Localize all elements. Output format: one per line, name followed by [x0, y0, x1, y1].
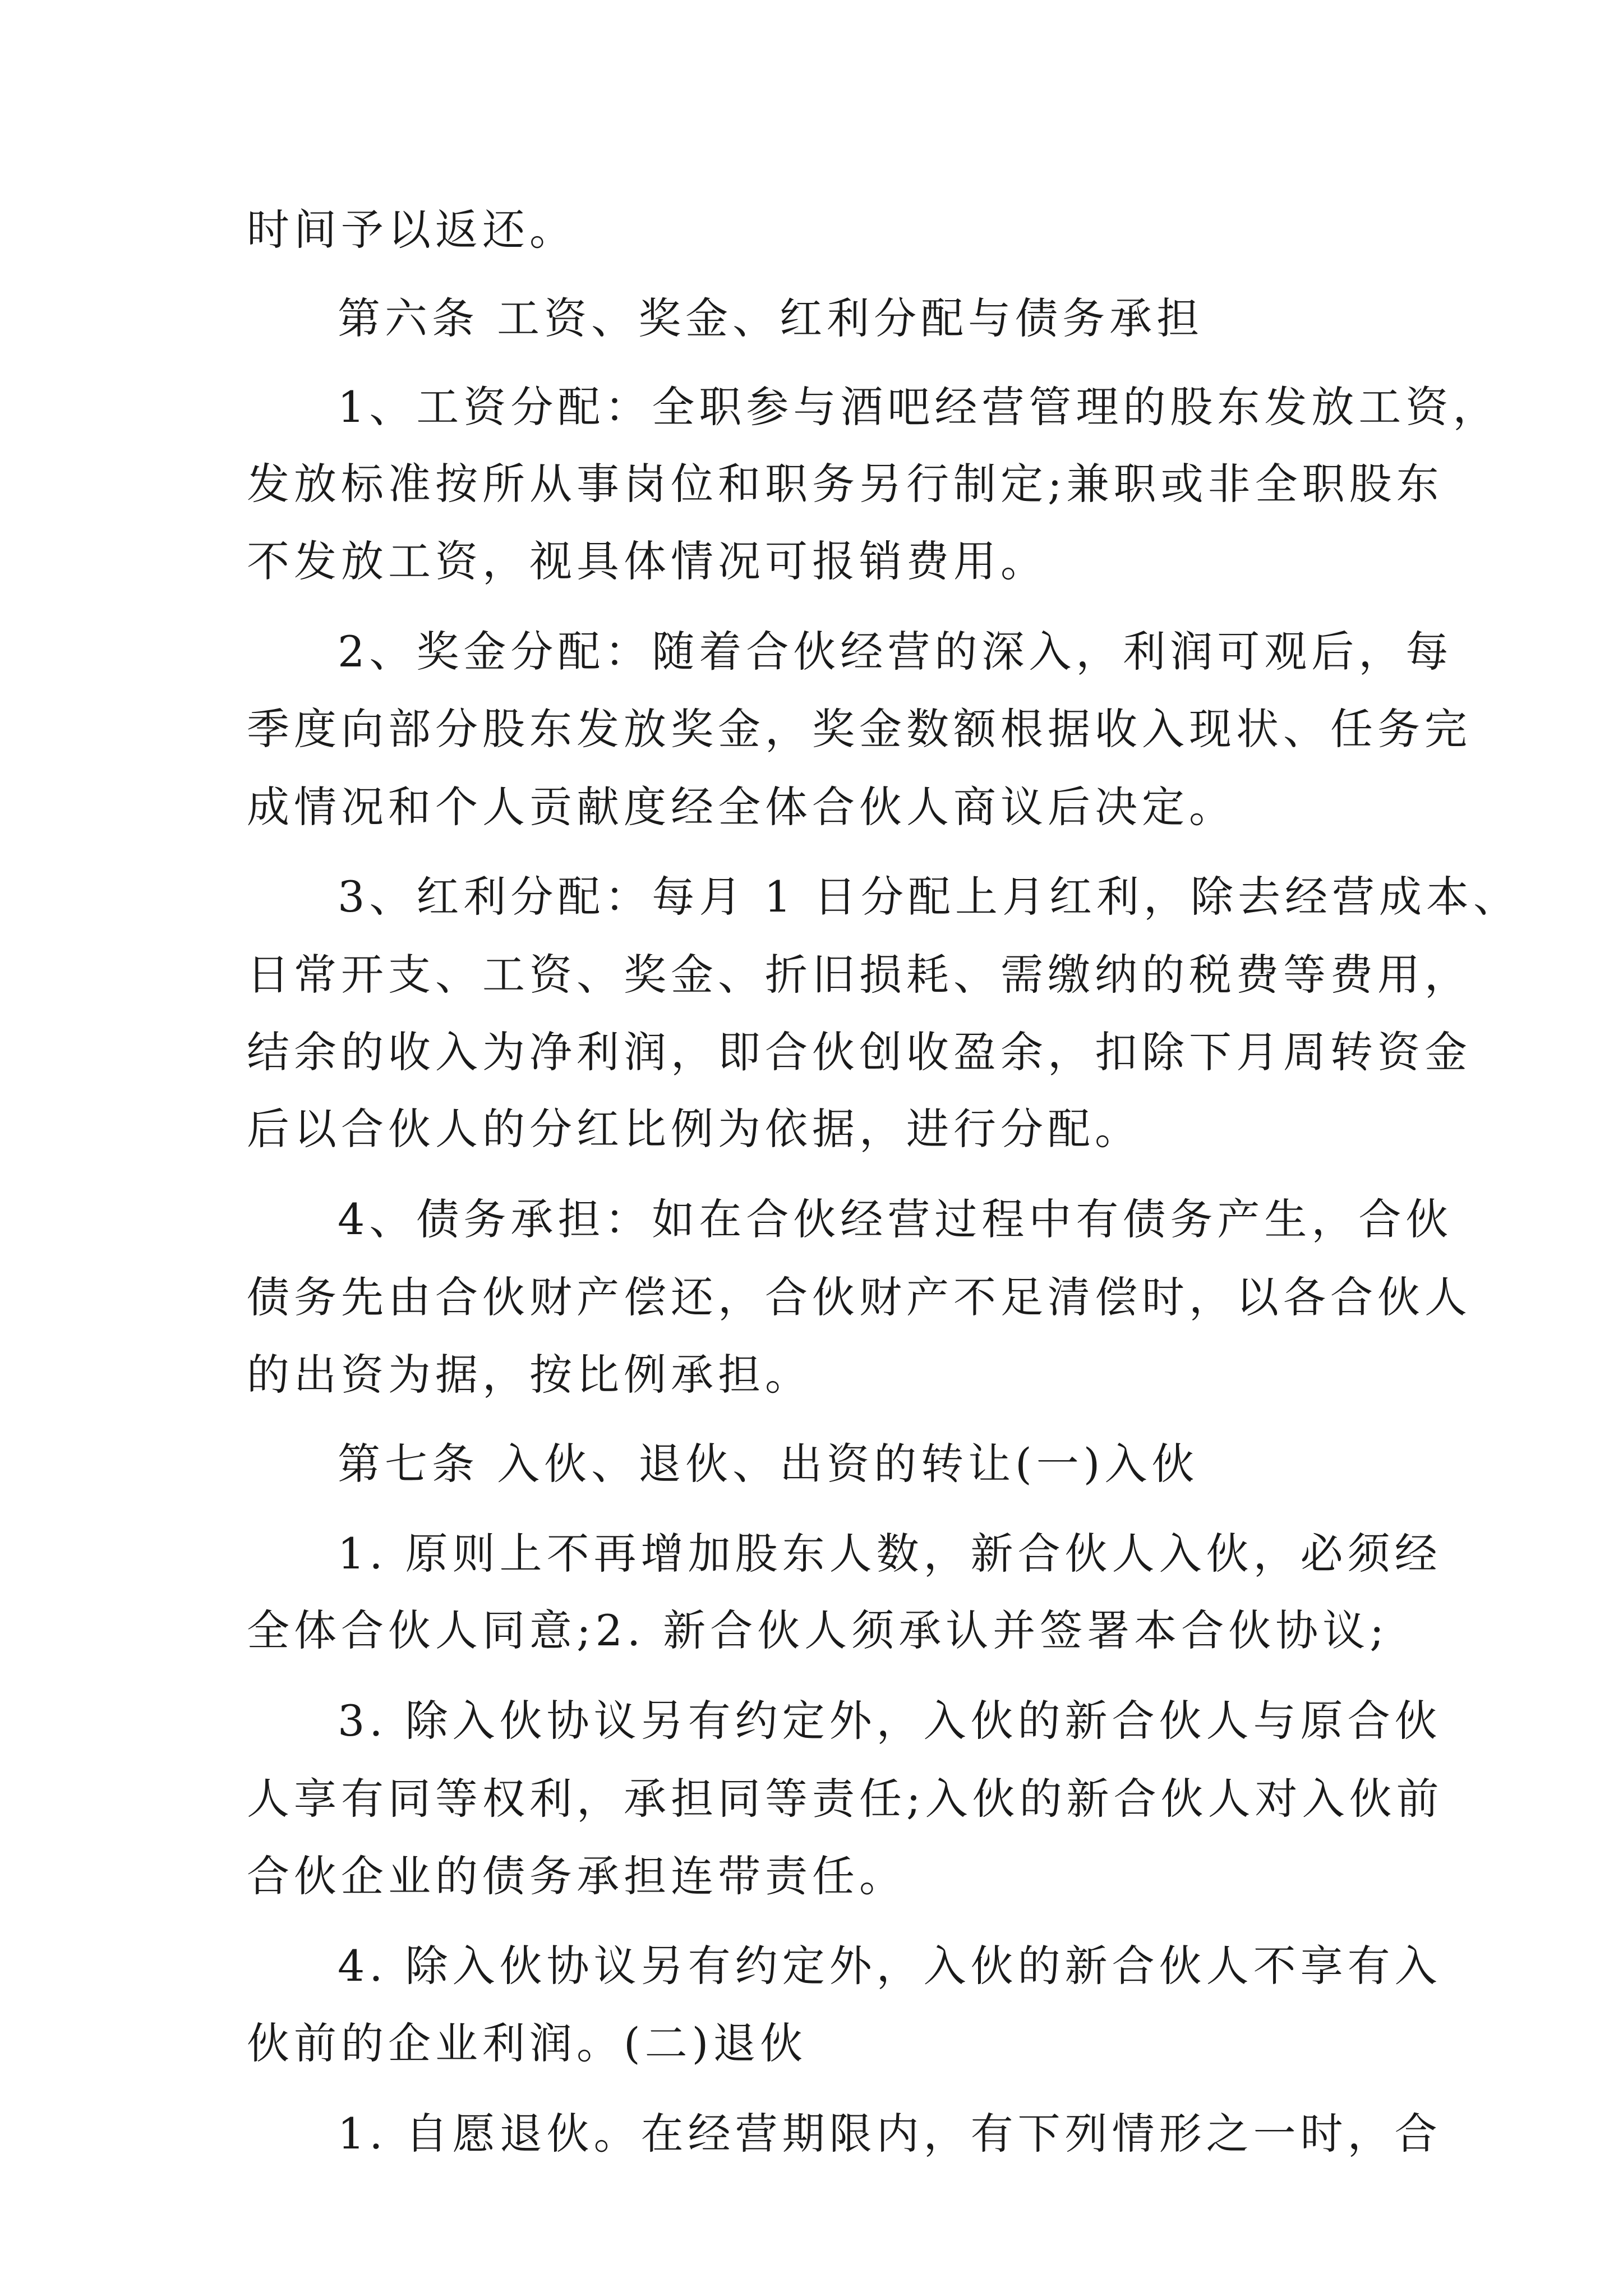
text-line: 发放标准按所从事岗位和职务另行制定;兼职或非全职股东 — [247, 459, 1444, 509]
text-line: 人享有同等权利，承担同等责任;入伙的新合伙人对入伙前 — [247, 1774, 1444, 1824]
text-line: 4、债务承担：如在合伙经营过程中有债务产生，合伙 — [338, 1194, 1453, 1244]
text-line: 后以合伙人的分红比例为依据，进行分配。 — [247, 1104, 1142, 1154]
text-line: 2、奖金分配：随着合伙经营的深入，利润可观后，每 — [338, 627, 1453, 677]
text-line: 成情况和个人贡献度经全体合伙人商议后决定。 — [247, 782, 1236, 832]
article-heading: 第七条 入伙、退伙、出资的转让(一)入伙 — [338, 1439, 1199, 1489]
text-line: 的出资为据，按比例承担。 — [247, 1350, 812, 1400]
text-line: 3. 除入伙协议另有约定外，入伙的新合伙人与原合伙 — [338, 1696, 1442, 1746]
text-line: 不发放工资，视具体情况可报销费用。 — [247, 536, 1048, 586]
text-line: 日常开支、工资、奖金、折旧损耗、需缴纳的税费等费用， — [247, 950, 1472, 1000]
text-line: 结余的收入为净利润，即合伙创收盈余，扣除下月周转资金 — [247, 1027, 1472, 1077]
text-line: 时间予以返还。 — [247, 205, 577, 255]
text-line: 债务先由合伙财产偿还，合伙财产不足清偿时，以各合伙人 — [247, 1272, 1472, 1322]
text-line: 季度向部分股东发放奖金，奖金数额根据收入现状、任务完 — [247, 704, 1472, 754]
text-line: 4. 除入伙协议另有约定外，入伙的新合伙人不享有入 — [338, 1941, 1442, 1991]
text-line: 1. 原则上不再增加股东人数，新合伙人入伙，必须经 — [338, 1529, 1442, 1579]
text-line: 3、红利分配：每月 1 日分配上月红利，除去经营成本、 — [338, 872, 1521, 922]
text-line: 伙前的企业利润。(二)退伙 — [247, 2018, 808, 2068]
text-line: 1. 自愿退伙。在经营期限内，有下列情形之一时，合 — [338, 2109, 1442, 2159]
article-heading: 第六条 工资、奖金、红利分配与债务承担 — [338, 293, 1204, 343]
text-line: 1、工资分配：全职参与酒吧经营管理的股东发放工资， — [338, 382, 1500, 432]
text-line: 合伙企业的债务承担连带责任。 — [247, 1851, 906, 1901]
text-line: 全体合伙人同意;2. 新合伙人须承认并签署本合伙协议; — [247, 1605, 1389, 1655]
